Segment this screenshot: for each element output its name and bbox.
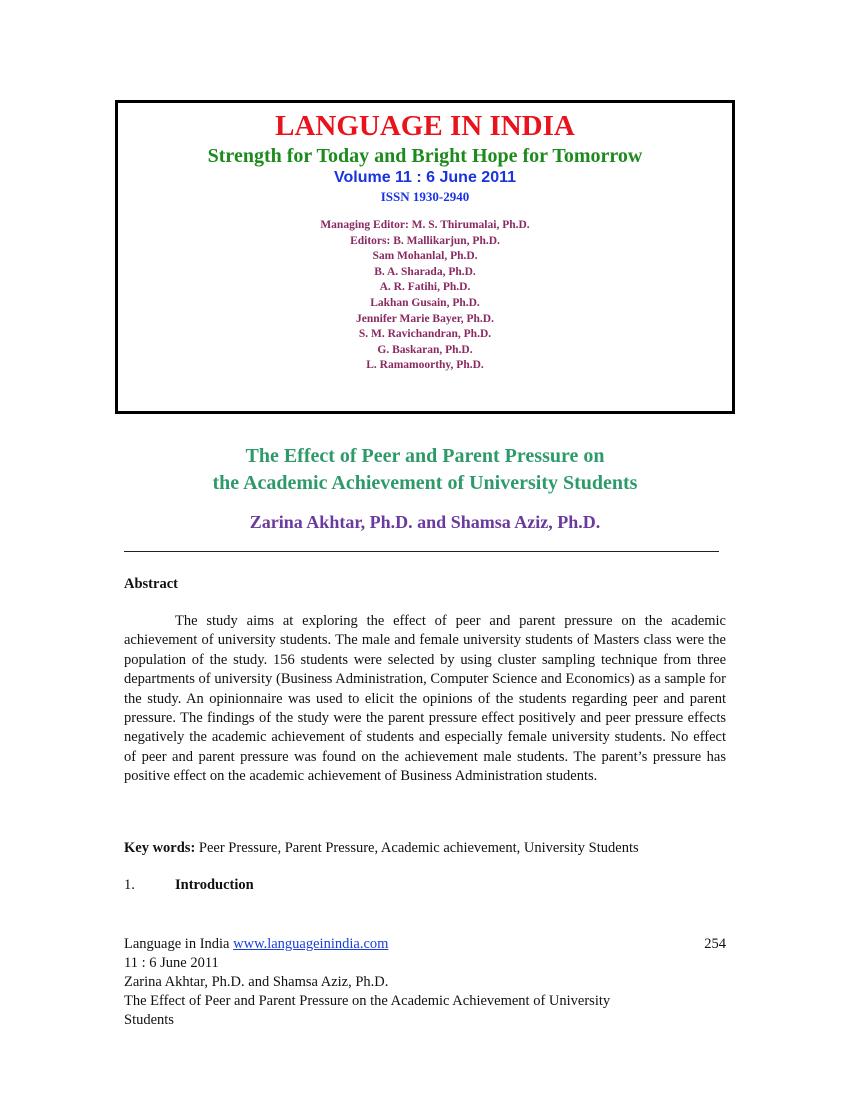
- abstract-heading: Abstract: [124, 576, 178, 592]
- section-title: Introduction: [175, 877, 254, 893]
- journal-issn: ISSN 1930-2940: [380, 189, 470, 204]
- editor-line: S. M. Ravichandran, Ph.D.: [358, 328, 492, 341]
- section-heading: [124, 877, 254, 894]
- article-title: [0, 443, 850, 497]
- page-number: 254: [704, 936, 726, 952]
- journal-volume: Volume 11 : 6 June 2011: [333, 169, 517, 186]
- abstract-body: The study aims at exploring the effect of peer and parent pressure on the academic achievement of university students. The male and female university students of Masters class were the population of the study. 156 students were selected by using cluster sampling technique from three departments of university (Business Administration, Computer Science and Economics) as a sample for the study. An opinionnaire was used to elicit the opinions of the students regarding peer and parent pressure. The findings of the study were the parent pressure effect positively and peer pressure effects negatively the academic achievement of students and especially female university students. No effect of peer and parent pressure was found on the achievement male students. The parent’s pressure has positive effect on the academic achievement of Business Administration students.: [124, 613, 726, 785]
- keywords-text: Peer Pressure, Parent Pressure, Academic achievement, University Students: [198, 840, 639, 856]
- section-number: 1.: [124, 877, 135, 893]
- editor-line: L. Ramamoorthy, Ph.D.: [366, 359, 484, 372]
- editor-line: A. R. Fatihi, Ph.D.: [379, 281, 471, 294]
- footer-title-line1: The Effect of Peer and Parent Pressure on the Academic Achievement of University: [124, 993, 611, 1009]
- keywords: [124, 840, 639, 857]
- article-title-line1: The Effect of Peer and Parent Pressure on: [245, 445, 605, 467]
- editor-line: B. A. Sharada, Ph.D.: [374, 265, 476, 278]
- journal-header-box: [115, 100, 735, 414]
- footer-authors: Zarina Akhtar, Ph.D. and Shamsa Aziz, Ph.D.: [124, 974, 389, 990]
- footer-journal-line: [124, 935, 726, 954]
- editor-line: Sam Mohanlal, Ph.D.: [372, 250, 478, 263]
- divider-rule: [124, 551, 719, 552]
- editor-line: Lakhan Gusain, Ph.D.: [370, 296, 480, 309]
- article-title-line2: the Academic Achievement of University Students: [212, 472, 638, 494]
- editor-list: [118, 218, 732, 374]
- article-authors: Zarina Akhtar, Ph.D. and Shamsa Aziz, Ph.D.: [249, 512, 601, 532]
- journal-tagline: Strength for Today and Bright Hope for Tomorrow: [207, 145, 643, 167]
- journal-website-link[interactable]: www.languageinindia.com: [233, 936, 389, 952]
- footer-journal-prefix: Language in India: [124, 936, 230, 952]
- keywords-label: Key words:: [124, 840, 196, 856]
- editor-line: Managing Editor: M. S. Thirumalai, Ph.D.: [320, 219, 530, 231]
- editor-line: Jennifer Marie Bayer, Ph.D.: [356, 312, 494, 325]
- editor-line: Editors: B. Mallikarjun, Ph.D.: [350, 234, 500, 247]
- editor-line: G. Baskaran, Ph.D.: [377, 343, 473, 356]
- page-footer: [124, 935, 726, 1030]
- footer-title-line2: Students: [124, 1012, 174, 1028]
- journal-title: LANGUAGE IN INDIA: [275, 110, 575, 142]
- footer-issue: 11 : 6 June 2011: [124, 955, 219, 971]
